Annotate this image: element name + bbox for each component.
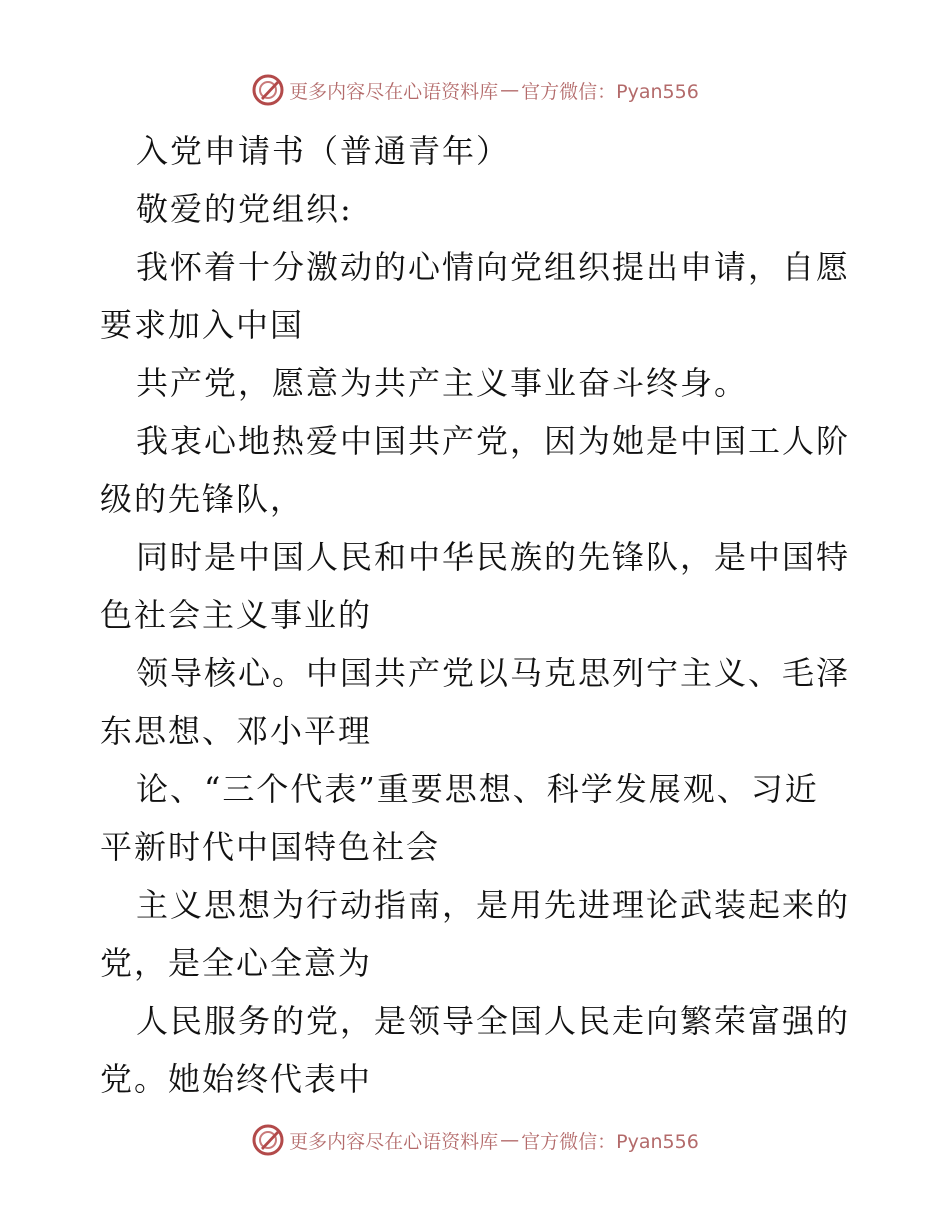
body-line: 要求加入中国 — [100, 306, 305, 344]
document-title: 入党申请书（普通青年） — [136, 132, 511, 170]
salutation: 敬爱的党组织: — [136, 190, 353, 228]
watermark-separator: — — [500, 79, 520, 101]
document-body — [100, 122, 860, 1108]
body-line: 我怀着十分激动的心情向党组织提出申请，自愿 — [136, 248, 851, 286]
body-line: 级的先锋队， — [100, 480, 305, 518]
body-line: 论、“三个代表”重要思想、科学发展观、习近 — [136, 770, 819, 808]
body-line: 同时是中国人民和中华民族的先锋队，是中国特 — [136, 538, 851, 576]
body-line: 党，是全心全意为 — [100, 944, 373, 982]
pen-logo-icon — [251, 73, 285, 107]
body-line: 我衷心地热爱中国共产党，因为她是中国工人阶 — [136, 422, 851, 460]
header-watermark — [0, 70, 950, 110]
watermark-text: 更多内容尽在心语资料库 — [289, 80, 499, 103]
watermark-separator: — — [500, 1129, 520, 1151]
body-line: 领导核心。中国共产党以马克思列宁主义、毛泽 — [136, 654, 851, 692]
body-line: 主义思想为行动指南，是用先进理论武装起来的 — [136, 886, 851, 924]
watermark-text: 更多内容尽在心语资料库 — [289, 1130, 499, 1153]
pen-logo-icon — [251, 1123, 285, 1157]
footer-watermark — [0, 1120, 950, 1160]
body-line: 共产党，愿意为共产主义事业奋斗终身。 — [136, 364, 749, 402]
watermark-suffix: 官方微信：Pyan556 — [521, 80, 699, 103]
watermark-suffix: 官方微信：Pyan556 — [521, 1130, 699, 1153]
body-line: 东思想、邓小平理 — [100, 712, 373, 750]
body-line: 平新时代中国特色社会 — [100, 828, 441, 866]
body-line: 色社会主义事业的 — [100, 596, 373, 634]
body-line: 党。她始终代表中 — [100, 1060, 373, 1098]
body-line: 人民服务的党，是领导全国人民走向繁荣富强的 — [136, 1002, 851, 1040]
